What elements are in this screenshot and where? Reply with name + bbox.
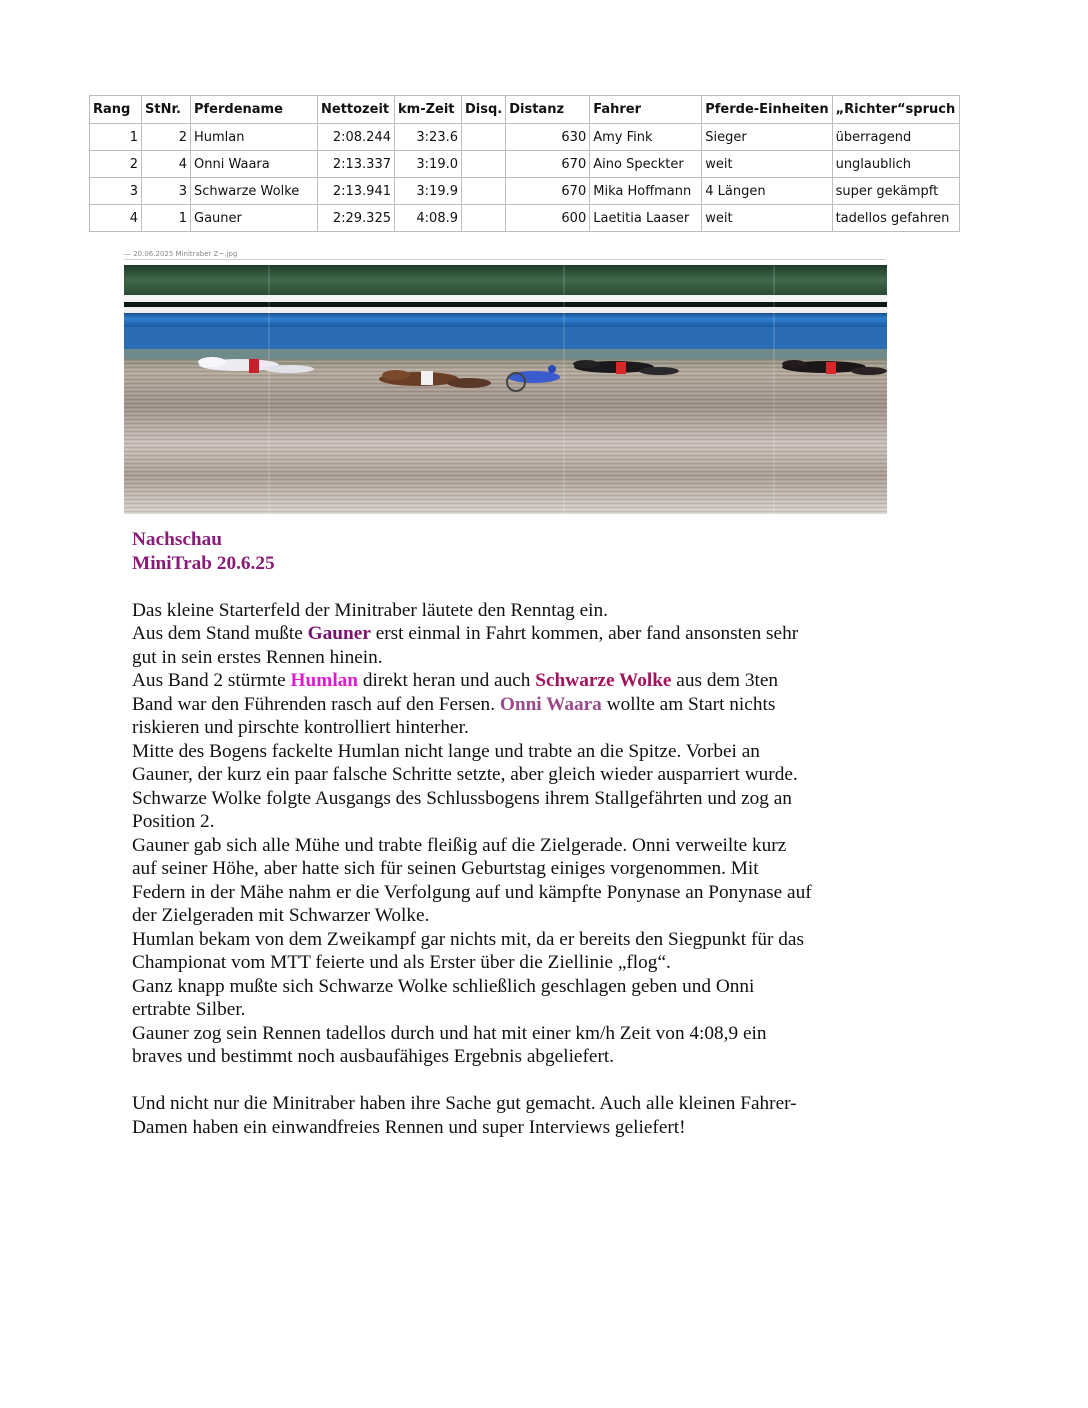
- col-stnr: StNr.: [142, 96, 191, 124]
- text-run: aus dem 3ten: [671, 670, 779, 691]
- cell-pferdename: Gauner: [191, 205, 318, 232]
- col-fahrer: Fahrer: [590, 96, 702, 124]
- horse-name-schwarze-wolke: Schwarze Wolke: [535, 670, 672, 691]
- header-row: [90, 96, 960, 124]
- horse-name-gauner: Gauner: [307, 623, 371, 644]
- photo-caption: — 20.06.2025 Minitraber Z~.jpg: [124, 249, 886, 260]
- cell-nettozeit: 2:29.325: [318, 205, 395, 232]
- col-rang: Rang: [90, 96, 142, 124]
- text-line: gut in sein erstes Rennen hinein.: [132, 646, 383, 668]
- cell-pferde-einheiten: Sieger: [702, 124, 832, 151]
- cell-stnr: 3: [142, 178, 191, 205]
- text-line: Schwarze Wolke folgte Ausgangs des Schlussbogens ihrem Stallgefährten und zog an: [132, 787, 792, 809]
- text-line: Gauner, der kurz ein paar falsche Schritte setzte, aber gleich wieder ausparriert wurde.: [132, 764, 798, 785]
- col-pferdename: Pferdename: [191, 96, 318, 124]
- text-line: Gauner gab sich alle Mühe und trabte fleißig auf die Zielgerade. Onni verweilte kurz: [132, 834, 787, 856]
- text-run: Band war den Führenden rasch auf den Fersen.: [132, 693, 500, 715]
- cell-fahrer: Amy Fink: [590, 124, 702, 151]
- text-line: Das kleine Starterfeld der Minitraber läutete den Renntag ein.: [132, 599, 608, 621]
- text-line: auf seiner Höhe, aber hatte sich für seinen Geburtstag einiges vorgenommen. Mit: [132, 858, 759, 879]
- col-distanz: Distanz: [506, 96, 590, 124]
- cell-distanz: 670: [506, 178, 590, 205]
- text-run: erst einmal in Fahrt kommen, aber fand ansonsten sehr: [370, 623, 799, 644]
- cell-fahrer: Laetitia Laaser: [590, 205, 702, 232]
- table-row: [90, 124, 960, 151]
- cell-pferde-einheiten: 4 Längen: [702, 178, 832, 205]
- results-table: [89, 95, 960, 232]
- text-line: Damen haben ein einwandfreies Rennen und super Interviews geliefert!: [132, 1116, 686, 1138]
- table-row: [90, 205, 960, 232]
- cell-stnr: 1: [142, 205, 191, 232]
- cell-disq: [462, 178, 506, 205]
- table-row: [90, 151, 960, 178]
- text-line: Und nicht nur die Minitraber haben ihre Sache gut gemacht. Auch alle kleinen Fahrer-: [132, 1093, 797, 1114]
- cell-richterspruch: unglaublich: [832, 151, 959, 178]
- col-richterspruch: „Richter“spruch: [832, 96, 959, 124]
- text-line: Federn in der Mähe nahm er die Verfolgung auf und kämpfte Ponynase an Ponynase auf: [132, 881, 812, 903]
- cell-stnr: 4: [142, 151, 191, 178]
- cell-fahrer: Mika Hoffmann: [590, 178, 702, 205]
- text-line: [132, 693, 902, 717]
- text-line: Position 2.: [132, 811, 215, 832]
- cell-nettozeit: 2:13.941: [318, 178, 395, 205]
- cell-rang: 4: [90, 205, 142, 232]
- text-line: Humlan bekam von dem Zweikampf gar nichts mit, da er bereits den Siegpunkt für das: [132, 928, 804, 950]
- text-line: ertrabte Silber.: [132, 999, 246, 1020]
- table-row: [90, 178, 960, 205]
- cell-km-zeit: 3:19.9: [395, 178, 462, 205]
- cell-distanz: 600: [506, 205, 590, 232]
- text-line: braves und bestimmt noch ausbaufähiges Ergebnis abgeliefert.: [132, 1046, 615, 1067]
- text-line: der Zielgeraden mit Schwarzer Wolke.: [132, 905, 430, 926]
- horse-name-onni-waara: Onni Waara: [499, 693, 602, 715]
- results-table-body: [90, 124, 960, 232]
- cell-km-zeit: 3:19.0: [395, 151, 462, 178]
- text-run: wollte am Start nichts: [601, 693, 776, 715]
- blank-line: [132, 1069, 902, 1093]
- text-line: Championat vom MTT feierte und als Erster über die Ziellinie „flog“.: [132, 952, 671, 973]
- cell-rang: 1: [90, 124, 142, 151]
- cell-richterspruch: tadellos gefahren: [832, 205, 959, 232]
- blank-line: [132, 575, 902, 599]
- cell-fahrer: Aino Speckter: [590, 151, 702, 178]
- text-line: Gauner zog sein Rennen tadellos durch und hat mit einer km/h Zeit von 4:08,9 ein: [132, 1022, 767, 1044]
- cell-km-zeit: 3:23.6: [395, 124, 462, 151]
- text-line: Ganz knapp mußte sich Schwarze Wolke schließlich geschlagen geben und Onni: [132, 975, 755, 997]
- cell-pferde-einheiten: weit: [702, 205, 832, 232]
- cell-pferde-einheiten: weit: [702, 151, 832, 178]
- cell-disq: [462, 151, 506, 178]
- text-run: direkt heran und auch: [358, 670, 536, 691]
- cell-distanz: 630: [506, 124, 590, 151]
- results-table-head: [90, 96, 960, 124]
- cell-richterspruch: überragend: [832, 124, 959, 151]
- finish-photo: [124, 265, 887, 514]
- cell-richterspruch: super gekämpft: [832, 178, 959, 205]
- text-run: Aus Band 2 stürmte: [132, 670, 291, 691]
- col-disq: Disq.: [462, 96, 506, 124]
- text-line: [132, 622, 902, 646]
- text-line: Mitte des Bogens fackelte Humlan nicht lange und trabte an die Spitze. Vorbei an: [132, 740, 760, 762]
- cell-rang: 2: [90, 151, 142, 178]
- col-nettozeit: Nettozeit: [318, 96, 395, 124]
- text-line: riskieren und pirschte kontrolliert hinterher.: [132, 717, 469, 738]
- cell-distanz: 670: [506, 151, 590, 178]
- col-km-zeit: km-Zeit: [395, 96, 462, 124]
- article: [132, 528, 902, 1139]
- article-subtitle: MiniTrab 20.6.25: [132, 552, 275, 574]
- cell-disq: [462, 124, 506, 151]
- horse-name-humlan: Humlan: [290, 670, 359, 691]
- col-pferde-einheiten: Pferde-Einheiten: [702, 96, 832, 124]
- article-title: Nachschau: [132, 529, 222, 550]
- text-line: [132, 669, 902, 693]
- cell-pferdename: Onni Waara: [191, 151, 318, 178]
- cell-pferdename: Humlan: [191, 124, 318, 151]
- cell-disq: [462, 205, 506, 232]
- text-run: Aus dem Stand mußte: [132, 623, 308, 644]
- cell-nettozeit: 2:13.337: [318, 151, 395, 178]
- cell-rang: 3: [90, 178, 142, 205]
- cell-stnr: 2: [142, 124, 191, 151]
- cell-km-zeit: 4:08.9: [395, 205, 462, 232]
- cell-pferdename: Schwarze Wolke: [191, 178, 318, 205]
- cell-nettozeit: 2:08.244: [318, 124, 395, 151]
